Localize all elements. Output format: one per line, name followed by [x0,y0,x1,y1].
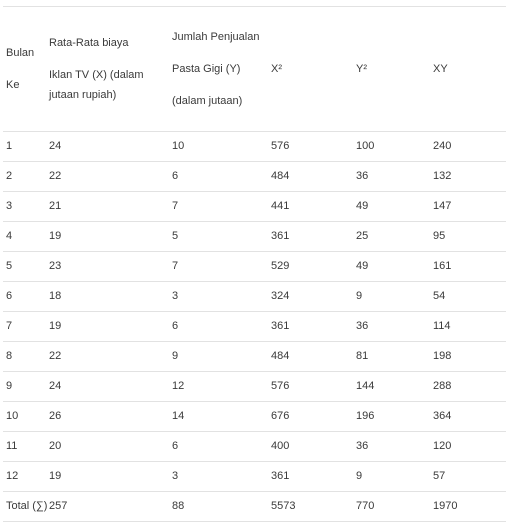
cell-x-squared: 361 [268,222,353,252]
cell-y: 6 [169,432,268,462]
cell-x: 19 [46,462,169,492]
cell-x-squared: 361 [268,312,353,342]
header-y-line-1: Jumlah Penjualan [172,30,260,43]
cell-xy: 114 [430,312,506,342]
header-x-line-2: Iklan TV (X) (dalam [49,68,144,81]
cell-y: 5 [169,222,268,252]
cell-xy: 364 [430,402,506,432]
cell-bulan: 9 [3,372,46,402]
cell-y-squared: 81 [353,342,430,372]
table-row [3,162,506,192]
table-row [3,222,506,252]
cell-x: 22 [46,342,169,372]
cell-xy: 120 [430,432,506,462]
total-y-squared: 770 [353,492,430,522]
header-y-squared: Y² [353,7,430,132]
cell-x-squared: 361 [268,462,353,492]
cell-xy: 161 [430,252,506,282]
header-iklan-tv-x [46,7,169,132]
cell-y-squared: 9 [353,462,430,492]
header-penjualan-y [169,7,268,132]
cell-bulan: 2 [3,162,46,192]
table-total-row [3,492,506,522]
cell-y: 7 [169,192,268,222]
cell-x: 21 [46,192,169,222]
cell-bulan: 1 [3,132,46,162]
cell-y: 3 [169,462,268,492]
cell-x: 22 [46,162,169,192]
cell-bulan: 12 [3,462,46,492]
cell-y-squared: 49 [353,252,430,282]
total-y: 88 [169,492,268,522]
header-x-squared: X² [268,7,353,132]
cell-x: 24 [46,132,169,162]
cell-x: 20 [46,432,169,462]
header-xy: XY [430,7,506,132]
cell-x-squared: 324 [268,282,353,312]
cell-y: 10 [169,132,268,162]
header-bulan-line-2: Ke [6,78,20,91]
cell-y: 6 [169,162,268,192]
table-header-row [3,7,506,132]
cell-xy: 240 [430,132,506,162]
cell-x-squared: 529 [268,252,353,282]
cell-y-squared: 49 [353,192,430,222]
cell-y: 6 [169,312,268,342]
table-row [3,402,506,432]
cell-y-squared: 196 [353,402,430,432]
cell-xy: 288 [430,372,506,402]
cell-y-squared: 36 [353,432,430,462]
cell-xy: 132 [430,162,506,192]
cell-y-squared: 36 [353,162,430,192]
cell-x: 24 [46,372,169,402]
cell-y-squared: 36 [353,312,430,342]
cell-bulan: 6 [3,282,46,312]
total-label: Total (∑) [3,492,46,522]
cell-x-squared: 441 [268,192,353,222]
table-row [3,462,506,492]
cell-xy: 95 [430,222,506,252]
table-row [3,282,506,312]
header-x-line-1: Rata-Rata biaya [49,36,129,49]
cell-y: 3 [169,282,268,312]
header-y-line-2: Pasta Gigi (Y) [172,62,241,75]
table-row [3,132,506,162]
cell-xy: 147 [430,192,506,222]
cell-x: 26 [46,402,169,432]
total-x: 257 [46,492,169,522]
cell-bulan: 10 [3,402,46,432]
cell-y-squared: 25 [353,222,430,252]
table-row [3,252,506,282]
cell-xy: 198 [430,342,506,372]
cell-y: 14 [169,402,268,432]
cell-bulan: 4 [3,222,46,252]
cell-x: 23 [46,252,169,282]
cell-y-squared: 144 [353,372,430,402]
cell-y: 9 [169,342,268,372]
total-x-squared: 5573 [268,492,353,522]
cell-bulan: 3 [3,192,46,222]
cell-y: 7 [169,252,268,282]
cell-x-squared: 400 [268,432,353,462]
cell-bulan: 5 [3,252,46,282]
cell-bulan: 8 [3,342,46,372]
table-row [3,342,506,372]
header-x-line-3: jutaan rupiah) [49,88,117,101]
table-row [3,192,506,222]
cell-x: 18 [46,282,169,312]
cell-xy: 57 [430,462,506,492]
table-body [3,132,506,492]
cell-bulan: 7 [3,312,46,342]
table-row [3,312,506,342]
cell-y-squared: 100 [353,132,430,162]
cell-x: 19 [46,312,169,342]
header-y-line-3: (dalam jutaan) [172,94,243,107]
cell-x: 19 [46,222,169,252]
regression-data-table [3,6,506,522]
header-bulan-ke [3,7,46,132]
cell-x-squared: 484 [268,162,353,192]
cell-xy: 54 [430,282,506,312]
cell-x-squared: 576 [268,372,353,402]
cell-bulan: 11 [3,432,46,462]
cell-y-squared: 9 [353,282,430,312]
cell-y: 12 [169,372,268,402]
table-row [3,372,506,402]
cell-x-squared: 484 [268,342,353,372]
cell-x-squared: 676 [268,402,353,432]
total-xy: 1970 [430,492,506,522]
table-row [3,432,506,462]
header-bulan-line-1: Bulan [6,46,35,59]
cell-x-squared: 576 [268,132,353,162]
